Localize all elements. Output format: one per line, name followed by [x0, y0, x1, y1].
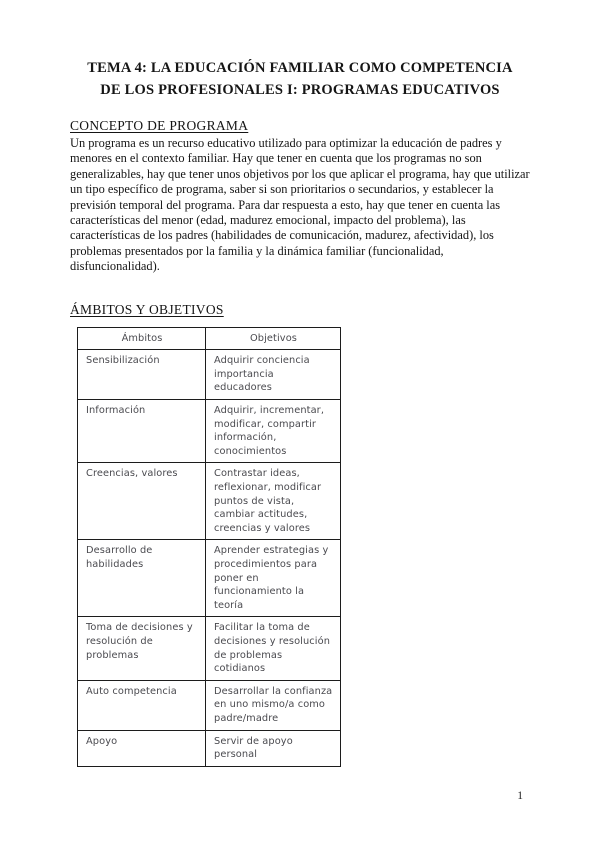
ambito-cell: Toma de decisiones y resolución de problemas — [78, 617, 206, 680]
column-header-objetivos: Objetivos — [206, 327, 341, 350]
objetivo-cell: Aprender estrategias y procedimientos para poner en funcionamiento la teoría — [206, 540, 341, 617]
title-line-2: DE LOS PROFESIONALES I: PROGRAMAS EDUCATIVOS — [100, 81, 500, 98]
concepto-paragraph: Un programa es un recurso educativo utilizado para optimizar la educación de padres y menores en el contexto familiar. Hay que tener en cuenta que los programas no son generalizables, hay que tener unos objetivos por los que aplicar el programa, hay que utilizar un tipo específico de programa, saber si son prioritarios o secundarios, y establecer la previsión temporal del programa. Para dar respuesta a esto, hay que tener en cuenta las características del menor (edad, madurez emocional, impacto del problema), las características de los padres (habilidades de comunicación, madurez, afectividad), los problemas presentados por la familia y la dinámica familiar (funcionalidad, disfuncionalidad). — [70, 136, 530, 274]
ambito-cell: Información — [78, 400, 206, 463]
table-row — [78, 730, 341, 766]
objetivo-cell: Desarrollar la confianza en uno mismo/a como padre/madre — [206, 680, 341, 730]
ambito-cell: Creencias, valores — [78, 463, 206, 540]
ambito-cell: Auto competencia — [78, 680, 206, 730]
table-row — [78, 680, 341, 730]
objetivo-cell: Servir de apoyo personal — [206, 730, 341, 766]
column-header-ambitos: Ámbitos — [78, 327, 206, 350]
objetivo-cell: Adquirir conciencia importancia educadores — [206, 350, 341, 400]
objetivo-cell: Contrastar ideas, reflexionar, modificar puntos de vista, cambiar actitudes, creencias y valores — [206, 463, 341, 540]
heading-concepto-de-programa: CONCEPTO DE PROGRAMA — [70, 118, 249, 133]
document-title — [70, 58, 530, 101]
table-row — [78, 617, 341, 680]
table-row — [78, 350, 341, 400]
heading-ambitos-y-objetivos: ÁMBITOS Y OBJETIVOS — [70, 301, 224, 317]
table-row — [78, 463, 341, 540]
objetivo-cell: Facilitar la toma de decisiones y resolución de problemas cotidianos — [206, 617, 341, 680]
objetivo-cell: Adquirir, incrementar, modificar, compartir información, conocimientos — [206, 400, 341, 463]
ambito-cell: Sensibilización — [78, 350, 206, 400]
page-number: 1 — [517, 790, 523, 802]
ambitos-objetivos-table — [77, 327, 341, 767]
ambito-cell: Desarrollo de habilidades — [78, 540, 206, 617]
table-row — [78, 540, 341, 617]
table-header-row — [78, 327, 341, 350]
table-row — [78, 400, 341, 463]
title-line-1: TEMA 4: LA EDUCACIÓN FAMILIAR COMO COMPETENCIA — [87, 60, 513, 76]
ambito-cell: Apoyo — [78, 730, 206, 766]
